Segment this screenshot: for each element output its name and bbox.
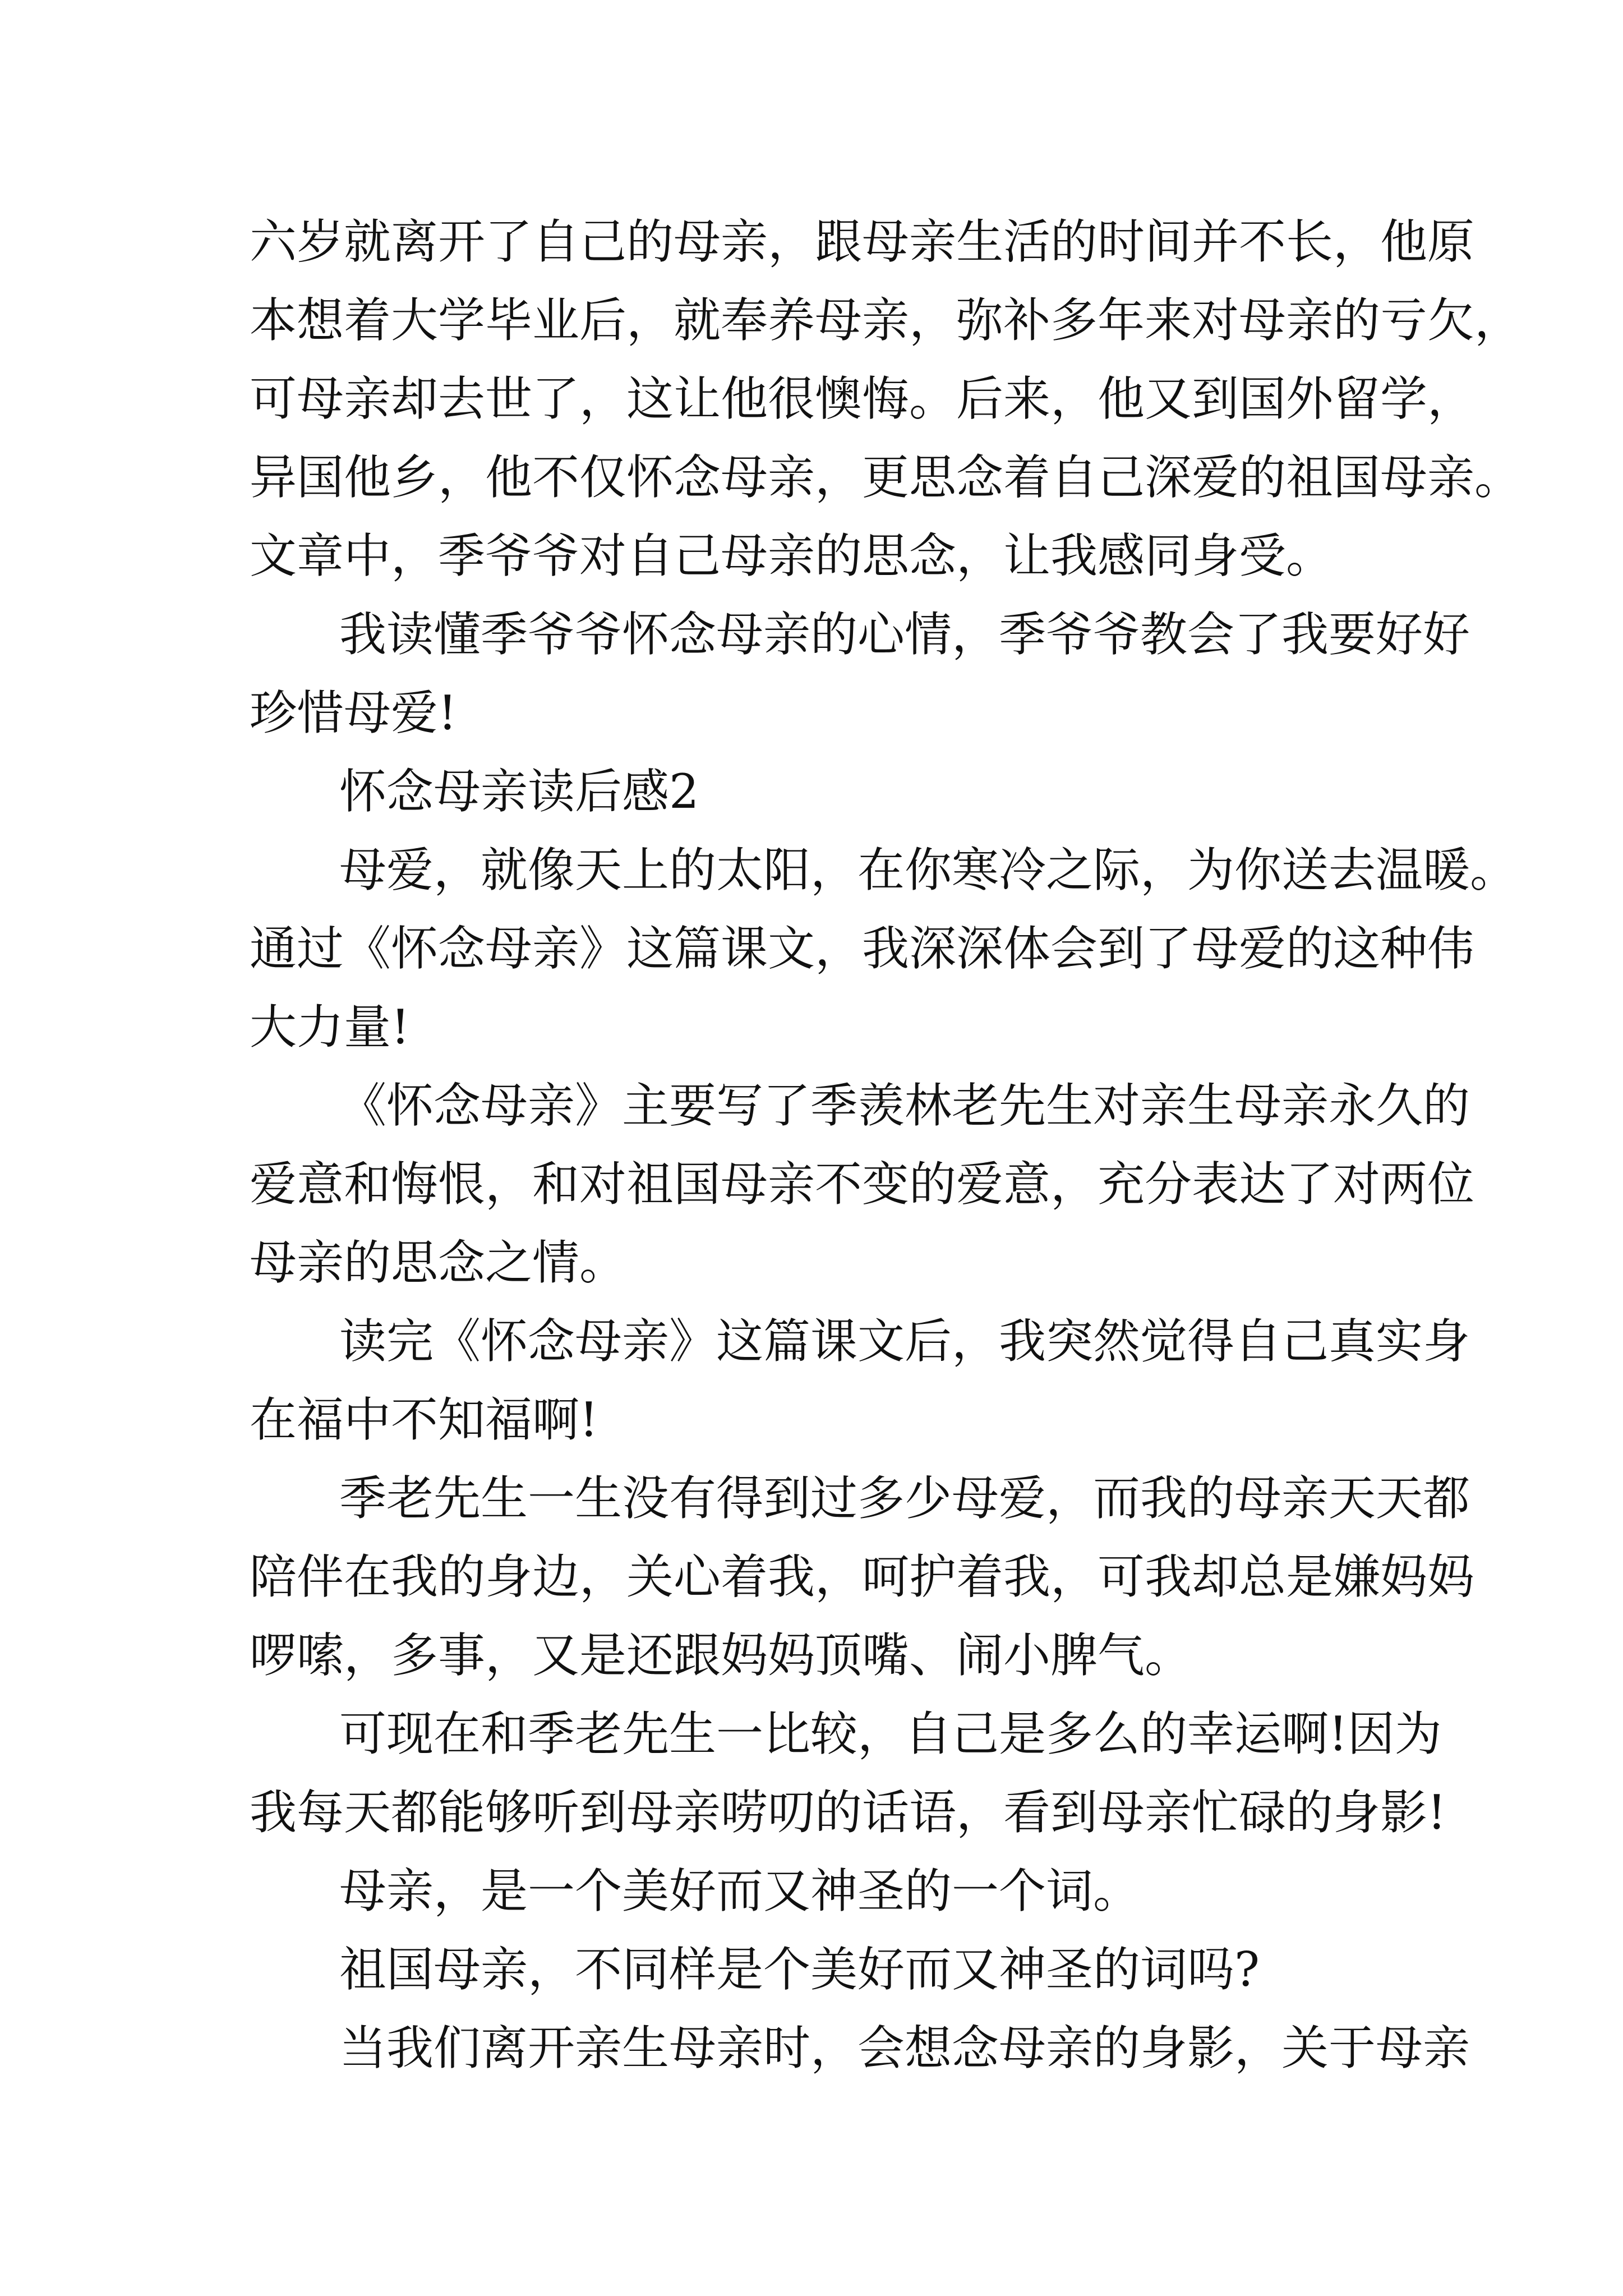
text-line: 我每天都能够听到母亲唠叨的话语，看到母亲忙碌的身影!	[250, 1785, 1446, 1840]
text-line: 母爱，就像天上的太阳，在你寒冷之际，为你送去温暖。	[339, 843, 1518, 898]
text-line: 可母亲却去世了，这让他很懊悔。后来，他又到国外留学，	[250, 371, 1475, 426]
text-line: 大力量!	[250, 1000, 410, 1055]
text-line: 文章中，季爷爷对自己母亲的思念，让我感同身受。	[250, 528, 1334, 583]
text-line: 啰嗦，多事，又是还跟妈妈顶嘴、闹小脾气。	[250, 1628, 1192, 1683]
text-line: 通过《怀念母亲》这篇课文，我深深体会到了母爱的这种伟	[250, 921, 1475, 976]
text-line: 母亲的思念之情。	[250, 1235, 627, 1290]
text-line: 季老先生一生没有得到过多少母爱，而我的母亲天天都	[339, 1471, 1470, 1526]
text-line: 陪伴在我的身边，关心着我，呵护着我，可我却总是嫌妈妈	[250, 1549, 1475, 1604]
text-line: 读完《怀念母亲》这篇课文后，我突然觉得自己真实身	[339, 1314, 1470, 1369]
text-line: 爱意和悔恨，和对祖国母亲不变的爱意，充分表达了对两位	[250, 1157, 1475, 1212]
section-heading: 怀念母亲读后感2	[339, 764, 699, 819]
text-line: 当我们离开亲生母亲时，会想念母亲的身影，关于母亲	[339, 2021, 1470, 2076]
text-line: 珍惜母爱!	[250, 685, 457, 740]
text-line: 祖国母亲，不同样是个美好而又神圣的词吗?	[339, 1942, 1260, 1997]
text-line: 本想着大学毕业后，就奉养母亲，弥补多年来对母亲的亏欠，	[250, 293, 1522, 348]
text-line: 《怀念母亲》主要写了季羡林老先生对亲生母亲永久的	[339, 1078, 1470, 1133]
text-line: 六岁就离开了自己的母亲，跟母亲生活的时间并不长，他原	[250, 214, 1475, 269]
text-line: 母亲，是一个美好而又神圣的一个词。	[339, 1864, 1141, 1918]
text-line: 我读懂季爷爷怀念母亲的心情，季爷爷教会了我要好好	[339, 607, 1470, 662]
text-line: 可现在和季老先生一比较，自己是多么的幸运啊!因为	[339, 1706, 1442, 1761]
text-line: 在福中不知福啊!	[250, 1392, 598, 1447]
text-line: 异国他乡，他不仅怀念母亲，更思念着自己深爱的祖国母亲。	[250, 450, 1522, 505]
